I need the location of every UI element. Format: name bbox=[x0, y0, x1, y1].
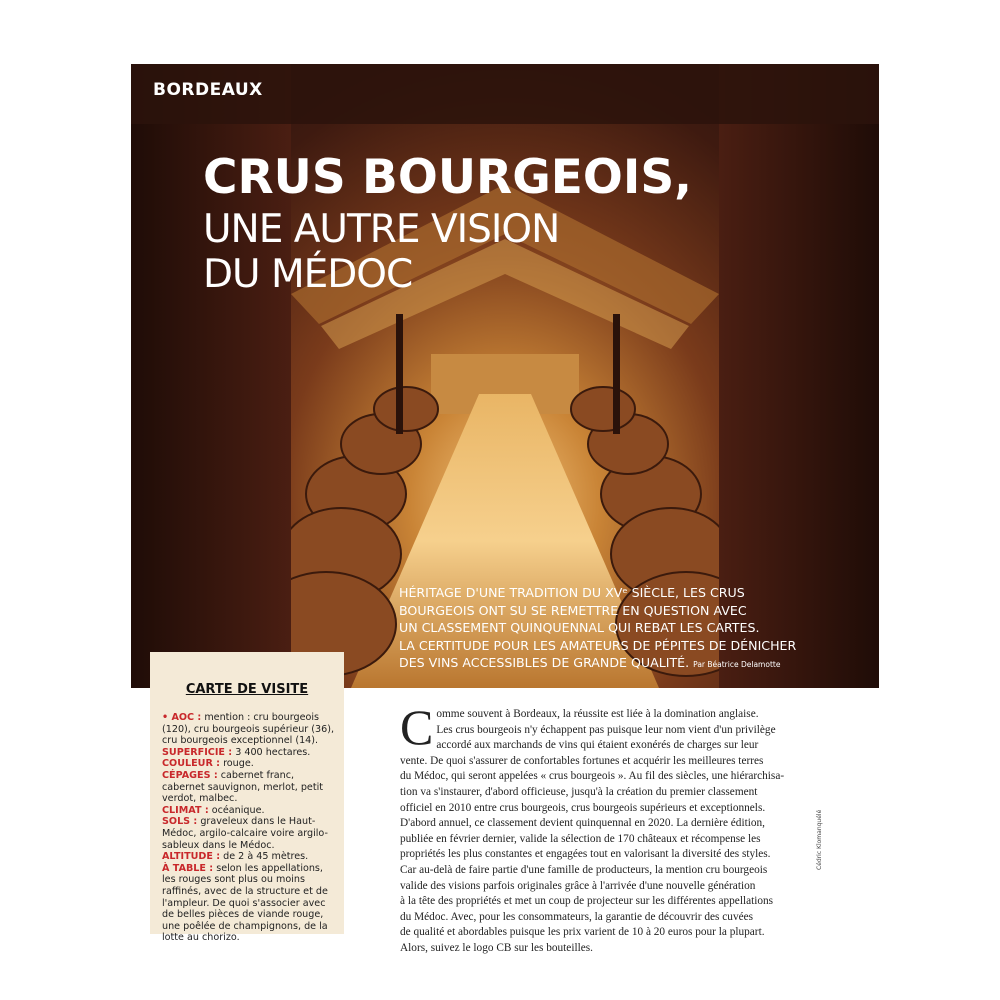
fact-key: SUPERFICIE : bbox=[162, 746, 233, 758]
article-subtitle-line2: DU MÉDOC bbox=[203, 252, 413, 297]
body-line: officiel en 2010 entre crus bourgeois, crus bourgeois supérieurs et exceptionnels. bbox=[400, 801, 766, 814]
fact-key: CLIMAT : bbox=[162, 804, 209, 816]
fact-row bbox=[162, 863, 338, 944]
body-line: D'abord annuel, ce classement devient quinquennal en 2020. La dernière édition, bbox=[400, 817, 765, 830]
fact-row bbox=[162, 770, 338, 805]
photo-credit: Cédric Klomanquélé bbox=[816, 809, 823, 870]
fact-value: cabernet franc, cabernet sauvignon, merlot, petit verdot, malbec. bbox=[162, 769, 324, 805]
body-line: du Médoc, qui seront appelées « crus bourgeois ». Au fil des siècles, une hiérarchisa- bbox=[400, 770, 785, 783]
fact-key: • AOC : bbox=[162, 712, 202, 723]
fact-card-body bbox=[162, 712, 338, 944]
fact-value: océanique. bbox=[208, 804, 265, 816]
body-line: valide des visions parfois originales grâce à l'arrivée d'une nouvelle génération bbox=[400, 879, 756, 892]
body-line: omme souvent à Bordeaux, la réussite est liée à la domination anglaise. bbox=[436, 708, 759, 720]
body-line: propriétés les plus constantes et engagées tout en valorisant la diversité des styles. bbox=[400, 848, 771, 861]
fact-value: selon les appellations, les rouges sont plus ou moins raffinés, avec de la structure et de l'ampleur. De quoi s'associer avec de belles pièces de viande rouge, une poêlée de champignons, de la lotte au chorizo. bbox=[162, 862, 328, 944]
fact-key: ALTITUDE : bbox=[162, 851, 221, 863]
byline: Par Béatrice Delamotte bbox=[693, 660, 781, 669]
body-line: vente. De quoi s'assurer de confortables fortunes et acquérir les meilleures terres bbox=[400, 754, 764, 767]
fact-card bbox=[150, 652, 344, 944]
article-intro bbox=[399, 584, 869, 674]
fact-row bbox=[162, 805, 338, 817]
body-line: à la tête des propriétés et met un coup de projecteur sur les différentes appellations bbox=[400, 895, 774, 908]
body-line: publiée en février dernier, valide la sélection de 170 châteaux et récompense les bbox=[400, 832, 761, 845]
intro-line bbox=[399, 654, 869, 674]
fact-value: 3 400 hectares. bbox=[232, 746, 311, 758]
intro-line: UN CLASSEMENT QUINQUENNAL QUI REBAT LES CARTES. bbox=[399, 620, 760, 635]
fact-key: CÉPAGES : bbox=[162, 769, 218, 781]
fact-value: rouge. bbox=[220, 758, 254, 770]
fact-row bbox=[162, 851, 338, 863]
article-body bbox=[400, 699, 796, 957]
article-subtitle-line1: UNE AUTRE VISION bbox=[203, 207, 560, 252]
intro-last-text: DES VINS ACCESSIBLES DE GRANDE QUALITÉ. bbox=[399, 655, 690, 670]
section-label: BORDEAUX bbox=[153, 80, 263, 100]
body-line: tion va s'instaurer, d'abord officieuse, jusqu'à la création du premier classement bbox=[400, 785, 758, 798]
fact-row bbox=[162, 747, 338, 759]
hero-photo bbox=[131, 64, 879, 688]
intro-line: BOURGEOIS ONT SU SE REMETTRE EN QUESTION AVEC bbox=[399, 602, 747, 618]
fact-value: mention : cru bourgeois (120), cru bourgeois supérieur (36), cru bourgeois exceptionnel (14). bbox=[162, 712, 335, 747]
body-line: du Médoc. Avec, pour les consommateurs, la garantie de découvrir des cuvées bbox=[400, 910, 754, 923]
intro-line: HÉRITAGE D'UNE TRADITION DU XVᵉ SIÈCLE, LES CRUS bbox=[399, 585, 745, 600]
body-line: Car au-delà de faire partie d'une famille de producteurs, la mention cru bourgeois bbox=[400, 863, 768, 876]
fact-key: COULEUR : bbox=[162, 758, 221, 770]
intro-line: LA CERTITUDE POUR LES AMATEURS DE PÉPITES DE DÉNICHER bbox=[399, 637, 797, 653]
article-title: CRUS BOURGEOIS, bbox=[203, 150, 693, 205]
fact-card-title: CARTE DE VISITE bbox=[185, 682, 309, 697]
body-line: Les crus bourgeois n'y échappent pas puisque leur nom vient d'un privilège bbox=[436, 723, 776, 736]
fact-row bbox=[162, 816, 338, 851]
fact-row bbox=[162, 758, 338, 770]
body-line: accordé aux marchands de vins qui étaient exonérés de charges sur leur bbox=[436, 739, 759, 752]
fact-value: graveleux dans le Haut-Médoc, argilo-calcaire voire argilo-sableux dans le Médoc. bbox=[162, 816, 328, 851]
fact-row bbox=[162, 712, 338, 747]
drop-cap: C bbox=[400, 699, 434, 755]
fact-key: À TABLE : bbox=[162, 862, 214, 874]
body-line: Alors, suivez le logo CB sur les bouteilles. bbox=[400, 941, 593, 954]
fact-key: SOLS : bbox=[162, 816, 198, 828]
body-line: de qualité et abordables puisque les prix varient de 10 à 20 euros pour la plupart. bbox=[400, 926, 765, 939]
fact-value: de 2 à 45 mètres. bbox=[220, 851, 309, 863]
